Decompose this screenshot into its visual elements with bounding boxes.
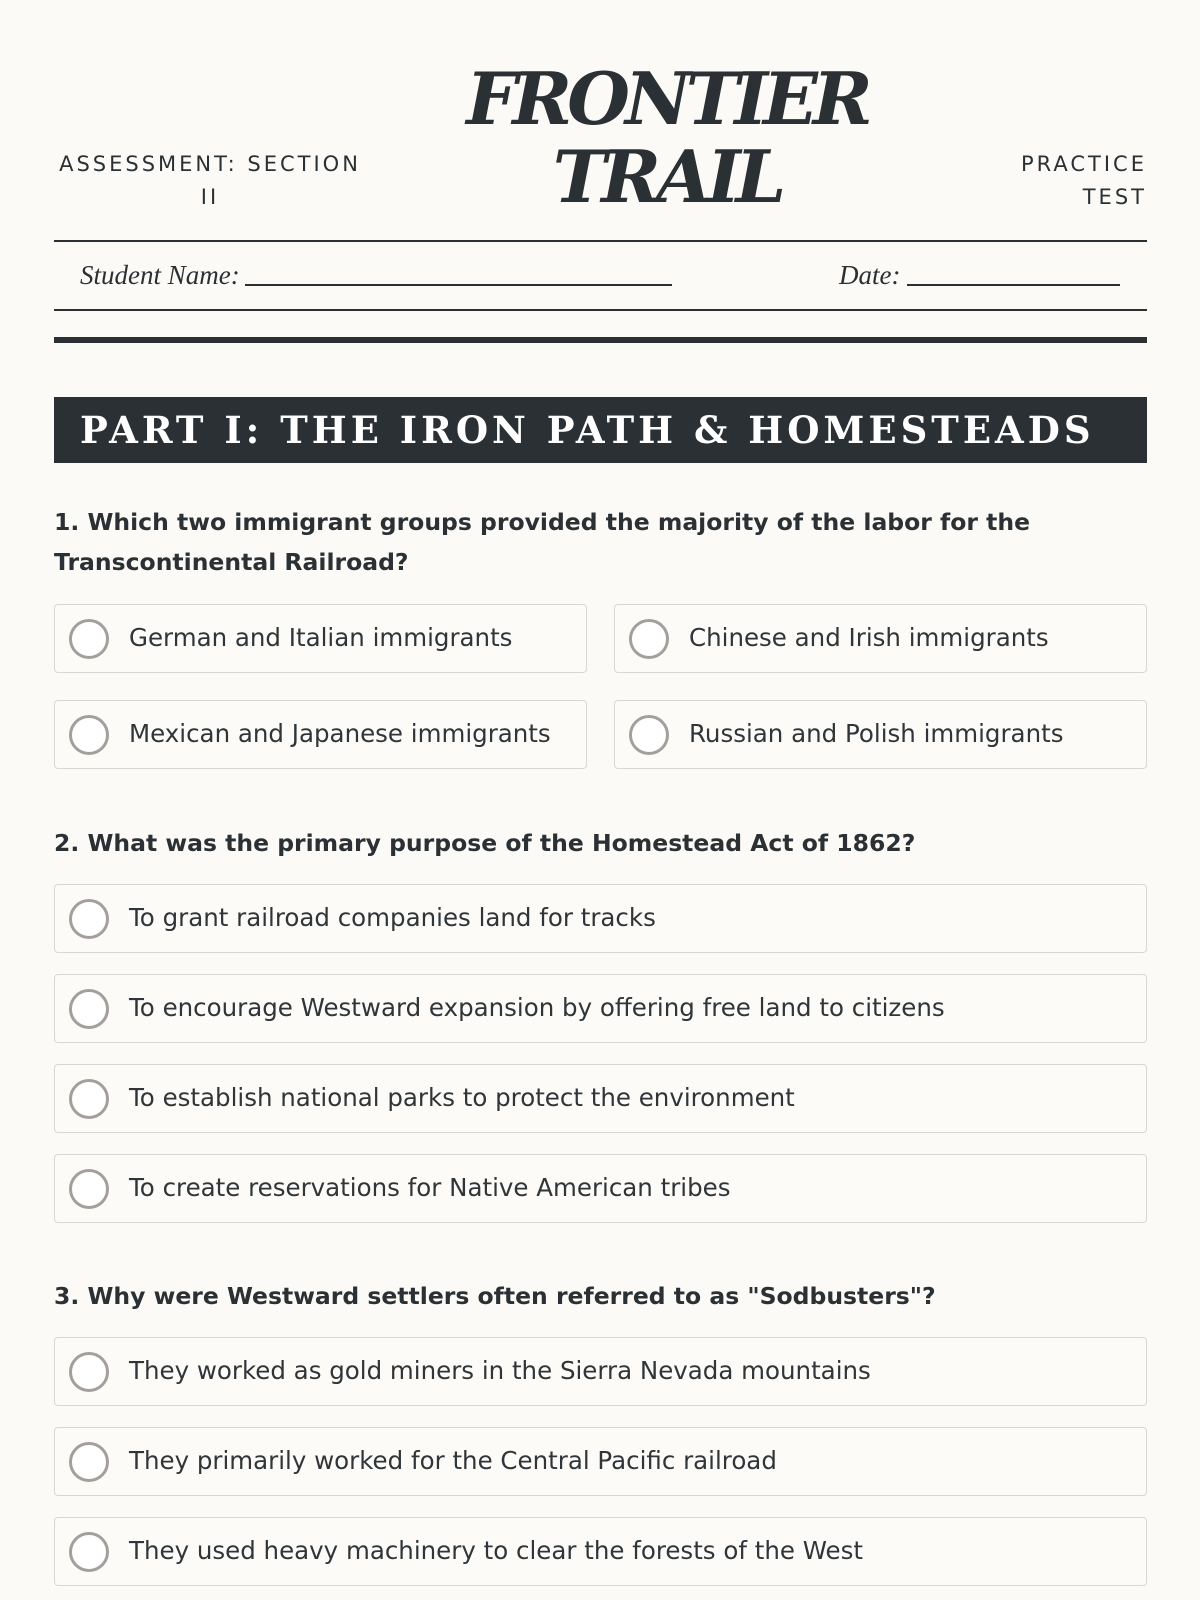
option-label: Russian and Polish immigrants — [689, 719, 1064, 748]
date-label: Date: — [839, 260, 901, 290]
radio-button[interactable] — [69, 1352, 109, 1392]
radio-button[interactable] — [629, 619, 669, 659]
question-2-text: 2. What was the primary purpose of the Homestead Act of 1862? — [54, 829, 916, 857]
option-label: Mexican and Japanese immigrants — [129, 719, 551, 748]
q1-option-a[interactable] — [54, 604, 587, 673]
worksheet-page — [54, 0, 1147, 1565]
q1-option-c[interactable] — [54, 700, 587, 769]
option-label: To grant railroad companies land for tracks — [129, 903, 656, 932]
radio-button[interactable] — [69, 1442, 109, 1482]
worksheet-title — [462, 56, 872, 219]
q3-option-c[interactable] — [54, 1517, 1147, 1586]
radio-button[interactable] — [69, 989, 109, 1029]
student-name-label: Student Name: — [80, 260, 240, 290]
option-label: German and Italian immigrants — [129, 623, 513, 652]
option-label: Chinese and Irish immigrants — [689, 623, 1049, 652]
radio-button[interactable] — [69, 1169, 109, 1209]
q3-option-a[interactable] — [54, 1337, 1147, 1406]
radio-button[interactable] — [629, 715, 669, 755]
option-label: To encourage Westward expansion by offering free land to citizens — [129, 993, 945, 1022]
date-field[interactable] — [907, 284, 1120, 286]
radio-button[interactable] — [69, 715, 109, 755]
radio-button[interactable] — [69, 899, 109, 939]
question-3-text: 3. Why were Westward settlers often referred to as "Sodbusters"? — [54, 1282, 936, 1310]
radio-button[interactable] — [69, 1532, 109, 1572]
q2-option-b[interactable] — [54, 974, 1147, 1043]
radio-button[interactable] — [69, 1079, 109, 1119]
option-label: They primarily worked for the Central Pacific railroad — [129, 1446, 777, 1475]
q3-option-b[interactable] — [54, 1427, 1147, 1496]
student-info-row — [54, 242, 1147, 310]
title-line-2: TRAIL — [552, 134, 782, 219]
radio-button[interactable] — [69, 619, 109, 659]
q1-option-b[interactable] — [614, 604, 1147, 673]
q1-option-d[interactable] — [614, 700, 1147, 769]
option-label: They worked as gold miners in the Sierra Nevada mountains — [129, 1356, 871, 1385]
q2-option-c[interactable] — [54, 1064, 1147, 1133]
part-heading: PART I: THE IRON PATH & HOMESTEADS — [54, 397, 1147, 463]
assessment-section-label: ASSESSMENT: SECTION II — [59, 152, 361, 209]
student-name-field[interactable] — [245, 284, 672, 286]
q2-option-a[interactable] — [54, 884, 1147, 953]
q2-option-d[interactable] — [54, 1154, 1147, 1223]
practice-test-label: PRACTICE TEST — [1020, 152, 1147, 209]
title-line-1: FRONTIER — [466, 56, 868, 141]
thick-divider — [54, 337, 1147, 343]
option-label: They used heavy machinery to clear the forests of the West — [129, 1536, 863, 1565]
worksheet-header — [54, 0, 1147, 244]
option-label: To create reservations for Native American tribes — [129, 1173, 731, 1202]
info-divider — [54, 309, 1147, 311]
option-label: To establish national parks to protect the environment — [129, 1083, 795, 1112]
question-1-text: 1. Which two immigrant groups provided the majority of the labor for the Transcontinental Railroad? — [54, 508, 1031, 576]
